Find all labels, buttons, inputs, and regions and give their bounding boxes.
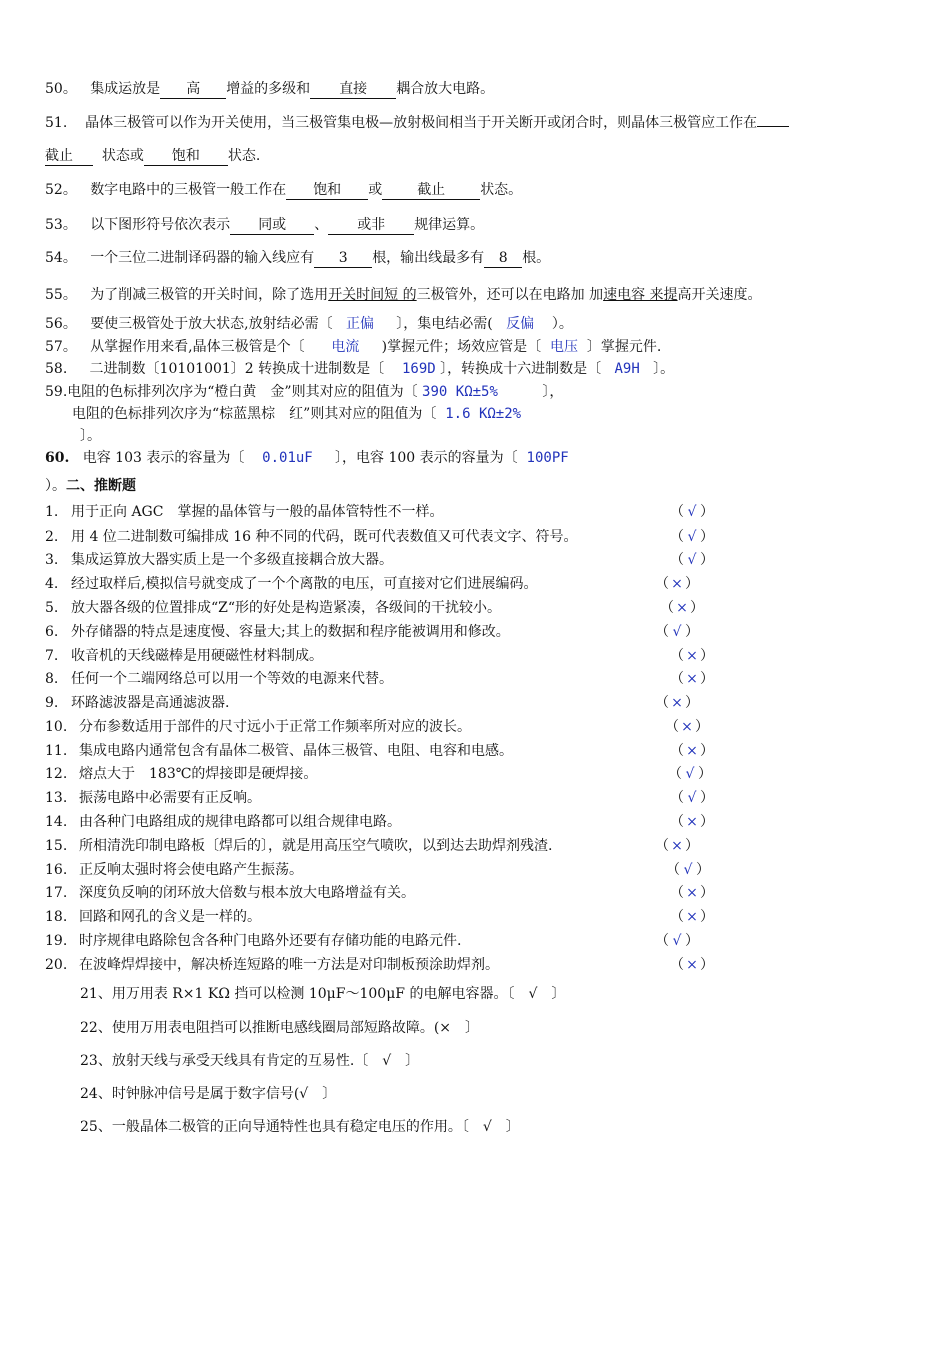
- question-59-close: 〕。: [80, 428, 101, 444]
- blank-answer: 8: [484, 249, 522, 268]
- blank-answer: 3: [314, 249, 372, 268]
- question-51: 51. 晶体三极管可以作为开关使用，当三极管集电极—放射极间相当于开关断开或闭合时，则晶体三极管应工作在: [45, 113, 789, 133]
- answer-mark: （ × ）: [670, 957, 714, 973]
- item-text: 分布参数适用于部件的尺寸远小于正常工作频率所对应的波长。: [79, 719, 471, 735]
- question-59: 59.电阻的色标排列次序为“橙白黄 金”则其对应的阻值为〔 390 KΩ±5% 〕，: [45, 384, 564, 400]
- answer-mark-symbol: ×: [676, 600, 688, 616]
- item-number: 13.: [45, 790, 68, 806]
- item-number: 17.: [45, 885, 68, 901]
- extra-item: 22、使用万用表电阻挡可以推断电感线圈局部短路故障。(× 〕: [80, 1020, 480, 1036]
- question-57: 57。 从掌握作用来看,晶体三极管是个〔 电流 )掌握元件；场效应管是〔 电压 〕掌握元件.: [45, 339, 662, 355]
- answer-mark-symbol: ×: [686, 814, 698, 830]
- blank-answer: 开关时间短 的: [328, 287, 417, 303]
- item-number: 8.: [45, 671, 59, 687]
- judgment-item: [45, 836, 552, 856]
- blank-answer: 速电容 来提: [603, 287, 678, 303]
- judgment-item: [45, 598, 501, 618]
- judgment-item: [45, 907, 261, 927]
- judgment-item: [45, 788, 261, 808]
- answer-mark-symbol: √: [687, 504, 697, 520]
- judgment-item: [45, 502, 443, 522]
- blank-answer: 截止: [382, 181, 480, 200]
- answer-mark-symbol: √: [672, 933, 682, 949]
- blank-answer: 饱和: [144, 147, 228, 166]
- answer-mark-symbol: √: [687, 790, 697, 806]
- answer-text: 0.01uF: [262, 450, 313, 466]
- item-text: 集成运算放大器实质上是一个多级直接耦合放大器。: [71, 552, 393, 568]
- section-heading-line: ）。二、推断题: [45, 478, 136, 494]
- item-number: 12.: [45, 766, 68, 782]
- item-number: 10.: [45, 719, 68, 735]
- blank-answer: 直接: [310, 80, 396, 99]
- item-text: 时序规律电路除包含各种门电路外还要有存储功能的电路元件.: [79, 933, 462, 949]
- question-60: 60. 电容 103 表示的容量为〔 0.01uF 〕，电容 100 表示的容量为〔 100PF: [45, 450, 569, 466]
- question-50: 50。 集成运放是 高 增益的多级和 直接 耦合放大电路。: [45, 81, 495, 97]
- judgment-item: [45, 812, 401, 832]
- judgment-item: [45, 693, 229, 713]
- answer-text: 反偏: [506, 316, 535, 332]
- item-text: 在波峰焊焊接中，解决桥连短路的唯一方法是对印制板预涂助焊剂。: [79, 957, 499, 973]
- answer-mark-symbol: √: [685, 766, 695, 782]
- answer-mark: （ √ ）: [670, 790, 714, 806]
- item-number: 15.: [45, 838, 68, 854]
- blank-answer: 截止: [45, 147, 93, 166]
- answer-mark: （ × ）: [655, 576, 699, 592]
- answer-text: 电流: [331, 339, 360, 355]
- judgment-item: [45, 717, 471, 737]
- answer-mark: （ × ）: [655, 838, 699, 854]
- answer-mark: （ × ）: [670, 909, 714, 925]
- question-56: 56。 要使三极管处于放大状态,放射结必需〔 正偏 〕，集电结必需( 反偏 ）。: [45, 316, 573, 332]
- judgment-item: [45, 550, 393, 570]
- answer-mark-symbol: ×: [686, 885, 698, 901]
- question-55: 55。 为了削减三极管的开关时间，除了选用开关时间短 的三极管外，还可以在电路加 加速电容 来提高开关速度。: [45, 287, 762, 303]
- answer-mark: （ √ ）: [670, 529, 714, 545]
- blank-answer: 饱和: [286, 181, 368, 200]
- question-58: 58. 二进制数〔10101001〕2 转换成十进制数是〔 169D 〕，转换成十六进制数是〔 A9H 〕。: [45, 361, 675, 377]
- item-number: 7.: [45, 648, 59, 664]
- item-number: 11.: [45, 743, 68, 759]
- question-51-cont: 截止 状态或 饱和 状态.: [45, 148, 261, 164]
- answer-text: 电压: [549, 339, 578, 355]
- item-number: 5.: [45, 600, 59, 616]
- item-text: 用 4 位二进制数可编排成 16 种不同的代码，既可代表数值又可代表文字、符号。: [71, 529, 578, 545]
- answer-text: 1.6 KΩ±2%: [445, 406, 522, 422]
- item-text: 熔点大于 183℃的焊接即是硬焊接。: [79, 766, 318, 782]
- answer-mark-symbol: ×: [686, 648, 698, 664]
- item-number: 14.: [45, 814, 68, 830]
- answer-mark-symbol: ×: [686, 909, 698, 925]
- answer-text: 169D: [401, 361, 436, 377]
- item-text: 收音机的天线磁棒是用硬磁性材料制成。: [71, 648, 323, 664]
- judgment-item: [45, 669, 393, 689]
- answer-mark: （ √ ）: [655, 624, 699, 640]
- answer-mark: （ √ ）: [670, 504, 714, 520]
- item-number: 20.: [45, 957, 68, 973]
- judgment-item: [45, 741, 513, 761]
- answer-mark: （ × ）: [670, 743, 714, 759]
- item-text: 振荡电路中必需要有正反响。: [79, 790, 261, 806]
- item-number: 19.: [45, 933, 68, 949]
- item-number: 3.: [45, 552, 59, 568]
- answer-mark: （ × ）: [660, 600, 704, 616]
- answer-mark-symbol: ×: [671, 576, 683, 592]
- answer-mark-symbol: ×: [686, 671, 698, 687]
- item-text: 放大器各级的位置排成“Z“形的好处是构造紧凑，各级间的干扰较小。: [71, 600, 502, 616]
- section-heading: 二、推断题: [66, 478, 136, 494]
- blank-answer: 高: [160, 80, 226, 99]
- answer-text: A9H: [614, 361, 640, 377]
- answer-mark-symbol: ×: [671, 838, 683, 854]
- extra-item: 24、时钟脉冲信号是属于数字信号(√ 〕: [80, 1086, 337, 1102]
- judgment-item: [45, 646, 323, 666]
- question-59-cont: 电阻的色标排列次序为“棕蓝黑棕 红”则其对应的阻值为〔 1.6 KΩ±2%: [72, 406, 522, 422]
- judgment-item: [45, 931, 461, 951]
- judgment-item: [45, 955, 499, 975]
- item-text: 用于正向 AGC 掌握的晶体管与一般的晶体管特性不一样。: [71, 504, 444, 520]
- answer-mark: （ × ）: [670, 814, 714, 830]
- judgment-item: [45, 860, 303, 880]
- answer-mark-symbol: √: [672, 624, 682, 640]
- item-number: 9.: [45, 695, 59, 711]
- item-text: 所相清洗印制电路板〔焊后的〕，就是用高压空气喷吹，以到达去助焊剂残渣.: [79, 838, 553, 854]
- answer-mark: （ × ）: [655, 695, 699, 711]
- item-text: 由各种门电路组成的规律电路都可以组合规律电路。: [79, 814, 401, 830]
- item-text: 回路和网孔的含义是一样的。: [79, 909, 261, 925]
- item-text: 正反响太强时将会使电路产生振荡。: [79, 862, 303, 878]
- answer-mark: （ √ ）: [668, 766, 712, 782]
- answer-text: 正偏: [346, 316, 374, 332]
- answer-mark: （ √ ）: [655, 933, 699, 949]
- blank-answer: 或非: [328, 216, 414, 235]
- judgment-item: [45, 764, 317, 784]
- item-number: 4.: [45, 576, 59, 592]
- answer-mark: （ × ）: [665, 719, 709, 735]
- item-text: 外存储器的特点是速度慢、容量大;其上的数据和程序能被调用和修改。: [71, 624, 510, 640]
- judgment-item: [45, 883, 415, 903]
- question-52: 52。 数字电路中的三极管一般工作在 饱和 或 截止 状态。: [45, 182, 523, 198]
- item-number: 2.: [45, 529, 59, 545]
- judgment-item: [45, 527, 578, 547]
- answer-text: 390 KΩ±5%: [422, 384, 498, 400]
- answer-mark-symbol: √: [687, 529, 697, 545]
- judgment-item: [45, 574, 537, 594]
- judgment-item: [45, 622, 510, 642]
- answer-mark: （ × ）: [670, 671, 714, 687]
- item-text: 任何一个二端网络总可以用一个等效的电源来代替。: [71, 671, 393, 687]
- answer-mark: （ × ）: [670, 648, 714, 664]
- extra-item: 23、放射天线与承受天线具有肯定的互易性.〔 √ 〕: [80, 1053, 420, 1069]
- answer-text: 100PF: [526, 450, 569, 466]
- answer-mark-symbol: √: [687, 552, 697, 568]
- extra-item: 21、用万用表 R×1 KΩ 挡可以检测 10μF～100μF 的电解电容器。〔 √ 〕: [80, 986, 566, 1002]
- question-54: 54。 一个三位二进制译码器的输入线应有 3 根，输出线最多有 8 根。: [45, 250, 551, 266]
- answer-mark-symbol: ×: [686, 743, 698, 759]
- answer-mark-symbol: ×: [686, 957, 698, 973]
- item-number: 18.: [45, 909, 68, 925]
- question-53: 53。 以下图形符号依次表示 同或 、 或非 规律运算。: [45, 217, 485, 233]
- item-number: 16.: [45, 862, 68, 878]
- item-text: 环路滤波器是高通滤波器.: [71, 695, 230, 711]
- extra-item: 25、一般晶体二极管的正向导通特性也具有稳定电压的作用。〔 √ 〕: [80, 1119, 520, 1135]
- answer-mark: （ √ ）: [666, 862, 710, 878]
- answer-mark: （ × ）: [670, 885, 714, 901]
- answer-mark: （ √ ）: [670, 552, 714, 568]
- item-text: 经过取样后,模拟信号就变成了一个个离散的电压，可直接对它们进展编码。: [71, 576, 538, 592]
- item-number: 1.: [45, 504, 59, 520]
- answer-mark-symbol: √: [683, 862, 693, 878]
- item-text: 集成电路内通常包含有晶体二极管、晶体三极管、电阻、电容和电感。: [79, 743, 513, 759]
- answer-mark-symbol: ×: [681, 719, 693, 735]
- blank-answer: 同或: [230, 216, 314, 235]
- item-number: 6.: [45, 624, 59, 640]
- answer-mark-symbol: ×: [671, 695, 683, 711]
- item-text: 深度负反响的闭环放大倍数与根本放大电路增益有关。: [79, 885, 415, 901]
